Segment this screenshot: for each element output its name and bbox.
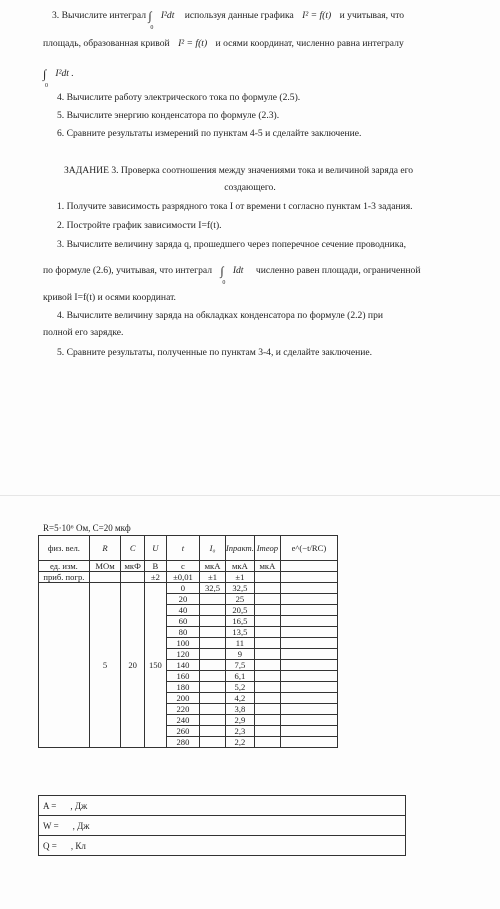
task3-item2: 2. Постройте график зависимости I=f(t). bbox=[57, 220, 222, 231]
task3-title-line1: ЗАДАНИЕ 3. Проверка соотношения между значениями тока и величиной заряда его bbox=[64, 165, 414, 176]
task3-item4-line1: 4. Вычислите величину заряда на обкладках конденсатора по формуле (2.2) при bbox=[57, 310, 383, 321]
result-unit: , Кл bbox=[70, 840, 86, 851]
unit-cell: мкА bbox=[200, 561, 226, 572]
task3-item1: 1. Получите зависимость разрядного тока I от времени t согласно пунктам 1-3 задания. bbox=[57, 201, 413, 212]
I0-cell bbox=[200, 627, 226, 638]
t-cell: 240 bbox=[166, 715, 199, 726]
task3-item4-line2: полной его зарядке. bbox=[43, 327, 124, 338]
item3-and: и учитывая, что bbox=[339, 10, 405, 22]
I0-cell bbox=[200, 715, 226, 726]
I0-cell bbox=[200, 594, 226, 605]
t-cell: 120 bbox=[166, 649, 199, 660]
I0-cell bbox=[200, 737, 226, 748]
t-cell: 0 bbox=[166, 583, 199, 594]
error-cell bbox=[89, 572, 121, 583]
exp-cell bbox=[280, 616, 337, 627]
I-teor-cell bbox=[254, 594, 280, 605]
task3-item3-line2 bbox=[43, 264, 456, 286]
integral-sign: ∫ 0 bbox=[148, 9, 154, 31]
t-cell: 80 bbox=[166, 627, 199, 638]
item3-formula: I² = f(t) bbox=[302, 10, 332, 22]
I-teor-cell bbox=[254, 704, 280, 715]
result-label: W = bbox=[43, 820, 59, 831]
I-teor-cell bbox=[254, 726, 280, 737]
integral-sign: ∫ 0 bbox=[220, 264, 226, 286]
t-cell: 60 bbox=[166, 616, 199, 627]
item5-text: 5. Вычислите энергию конденсатора по формуле (2.3). bbox=[57, 110, 280, 121]
table-caption: R=5·10⁶ Ом, C=20 мкф bbox=[43, 523, 131, 533]
item3-l2c: и осями координат, численно равна интегралу bbox=[215, 38, 404, 49]
I-teor-cell bbox=[254, 693, 280, 704]
header-cell: Iтеор bbox=[254, 536, 280, 561]
I-prakt-cell: 7,5 bbox=[225, 660, 254, 671]
t-cell: 220 bbox=[166, 704, 199, 715]
unit-cell bbox=[280, 561, 337, 572]
exp-cell bbox=[280, 726, 337, 737]
I-prakt-cell: 13,5 bbox=[225, 627, 254, 638]
U-value-cell: 150 bbox=[145, 583, 167, 748]
I-teor-cell bbox=[254, 737, 280, 748]
I-teor-cell bbox=[254, 583, 280, 594]
I0-cell bbox=[200, 605, 226, 616]
header-cell: t bbox=[166, 536, 199, 561]
I-teor-cell bbox=[254, 682, 280, 693]
I-teor-cell bbox=[254, 671, 280, 682]
I-prakt-cell: 16,5 bbox=[225, 616, 254, 627]
error-cell bbox=[254, 572, 280, 583]
exp-cell bbox=[280, 583, 337, 594]
I0-cell bbox=[200, 682, 226, 693]
I-teor-cell bbox=[254, 660, 280, 671]
task3-item3-b2: численно равен площади, ограниченной bbox=[255, 265, 421, 277]
I0-cell bbox=[200, 616, 226, 627]
results-table bbox=[38, 795, 406, 856]
table-units-row bbox=[39, 561, 338, 572]
I0-cell bbox=[200, 638, 226, 649]
I-prakt-cell: 11 bbox=[225, 638, 254, 649]
item3-integrand: I²dt bbox=[160, 10, 175, 22]
error-cell: ±1 bbox=[225, 572, 254, 583]
I0-cell bbox=[200, 671, 226, 682]
unit-cell: мкА bbox=[254, 561, 280, 572]
t-cell: 160 bbox=[166, 671, 199, 682]
header-cell: R bbox=[89, 536, 121, 561]
result-row bbox=[39, 816, 406, 836]
exp-cell bbox=[280, 671, 337, 682]
t-cell: 100 bbox=[166, 638, 199, 649]
exp-cell bbox=[280, 638, 337, 649]
item3-line2 bbox=[43, 38, 456, 50]
item6-text: 6. Сравните результаты измерений по пунктам 4-5 и сделайте заключение. bbox=[57, 128, 362, 139]
exp-cell bbox=[280, 649, 337, 660]
I0-value-cell: 32,5 bbox=[200, 583, 226, 594]
I-teor-cell bbox=[254, 605, 280, 616]
measurement-table bbox=[38, 535, 338, 748]
I0-cell bbox=[200, 704, 226, 715]
t-cell: 140 bbox=[166, 660, 199, 671]
t-cell: 260 bbox=[166, 726, 199, 737]
I-prakt-cell: 6,1 bbox=[225, 671, 254, 682]
exp-cell bbox=[280, 693, 337, 704]
unit-cell: мкА bbox=[225, 561, 254, 572]
item3-integral2: I²dt . bbox=[55, 68, 74, 80]
task3-title-line2: создающего. bbox=[224, 182, 276, 193]
t-cell: 20 bbox=[166, 594, 199, 605]
table-row bbox=[39, 583, 338, 594]
I-prakt-cell: 20,5 bbox=[225, 605, 254, 616]
exp-cell bbox=[280, 715, 337, 726]
exp-cell bbox=[280, 605, 337, 616]
error-cell bbox=[280, 572, 337, 583]
result-unit: , Дж bbox=[72, 820, 90, 831]
header-cell: e^(−t/RC) bbox=[280, 536, 337, 561]
exp-cell bbox=[280, 594, 337, 605]
item3-prefix: 3. Вычислите интеграл bbox=[52, 10, 147, 22]
I-prakt-cell: 25 bbox=[225, 594, 254, 605]
I0-cell bbox=[200, 649, 226, 660]
error-cell: ±1 bbox=[200, 572, 226, 583]
label-cell bbox=[39, 583, 90, 748]
R-value-cell: 5 bbox=[89, 583, 121, 748]
I-prakt-cell: 4,2 bbox=[225, 693, 254, 704]
result-row bbox=[39, 836, 406, 856]
I-teor-cell bbox=[254, 649, 280, 660]
header-cell: Iпракт. bbox=[225, 536, 254, 561]
result-cell bbox=[39, 836, 406, 856]
result-label: Q = bbox=[43, 840, 57, 851]
integral-sign: ∫ 0 bbox=[43, 67, 48, 89]
t-cell: 280 bbox=[166, 737, 199, 748]
I-teor-cell bbox=[254, 627, 280, 638]
task3-item3-b1: по формуле (2.6), учитывая, что интеграл bbox=[43, 265, 212, 277]
t-cell: 40 bbox=[166, 605, 199, 616]
I-prakt-cell: 2,3 bbox=[225, 726, 254, 737]
table-header-row bbox=[39, 536, 338, 561]
result-cell bbox=[39, 816, 406, 836]
I-teor-cell bbox=[254, 715, 280, 726]
I-prakt-cell: 2,9 bbox=[225, 715, 254, 726]
result-label: A = bbox=[43, 800, 57, 811]
item3-mid: используя данные графика bbox=[184, 10, 294, 22]
result-row bbox=[39, 796, 406, 816]
task3-item3-line1: 3. Вычислите величину заряда q, прошедшего через поперечное сечение проводника, bbox=[57, 239, 406, 250]
I0-cell bbox=[200, 693, 226, 704]
I0-cell bbox=[200, 726, 226, 737]
result-unit: , Дж bbox=[70, 800, 88, 811]
I-prakt-cell: 9 bbox=[225, 649, 254, 660]
unit-cell: В bbox=[145, 561, 167, 572]
header-cell: U bbox=[145, 536, 167, 561]
header-cell: C bbox=[121, 536, 145, 561]
item3-l2b: I² = f(t) bbox=[178, 38, 208, 49]
t-cell: 180 bbox=[166, 682, 199, 693]
exp-cell bbox=[280, 737, 337, 748]
unit-cell: с bbox=[166, 561, 199, 572]
I0-cell bbox=[200, 660, 226, 671]
I-prakt-cell: 5,2 bbox=[225, 682, 254, 693]
exp-cell bbox=[280, 627, 337, 638]
exp-cell bbox=[280, 660, 337, 671]
error-cell: приб. погр. bbox=[39, 572, 90, 583]
error-cell bbox=[121, 572, 145, 583]
header-cell: физ. вел. bbox=[39, 536, 90, 561]
item4-text: 4. Вычислите работу электрического тока по формуле (2.5). bbox=[57, 92, 301, 103]
item3-line3 bbox=[43, 67, 74, 89]
C-value-cell: 20 bbox=[121, 583, 145, 748]
I-teor-cell bbox=[254, 638, 280, 649]
table-errors-row bbox=[39, 572, 338, 583]
error-cell: ±2 bbox=[145, 572, 167, 583]
I-teor-cell bbox=[254, 616, 280, 627]
exp-cell bbox=[280, 704, 337, 715]
unit-cell: мкФ bbox=[121, 561, 145, 572]
page-divider bbox=[0, 495, 500, 496]
unit-cell: МОм bbox=[89, 561, 121, 572]
I-prakt-cell: 32,5 bbox=[225, 583, 254, 594]
task3-item3-integrand: Idt bbox=[232, 265, 244, 277]
unit-cell: ед. изм. bbox=[39, 561, 90, 572]
header-cell: I₀ bbox=[200, 536, 226, 561]
item3-l2a: площадь, образованная кривой bbox=[43, 38, 170, 49]
I-prakt-cell: 2,2 bbox=[225, 737, 254, 748]
result-cell bbox=[39, 796, 406, 816]
task3-item3-line3: кривой I=f(t) и осями координат. bbox=[43, 292, 176, 303]
task3-item5: 5. Сравните результаты, полученные по пунктам 3-4, и сделайте заключение. bbox=[57, 347, 373, 358]
exp-cell bbox=[280, 682, 337, 693]
error-cell: ±0,01 bbox=[166, 572, 199, 583]
item3-line1 bbox=[52, 9, 456, 31]
I-prakt-cell: 3,8 bbox=[225, 704, 254, 715]
t-cell: 200 bbox=[166, 693, 199, 704]
